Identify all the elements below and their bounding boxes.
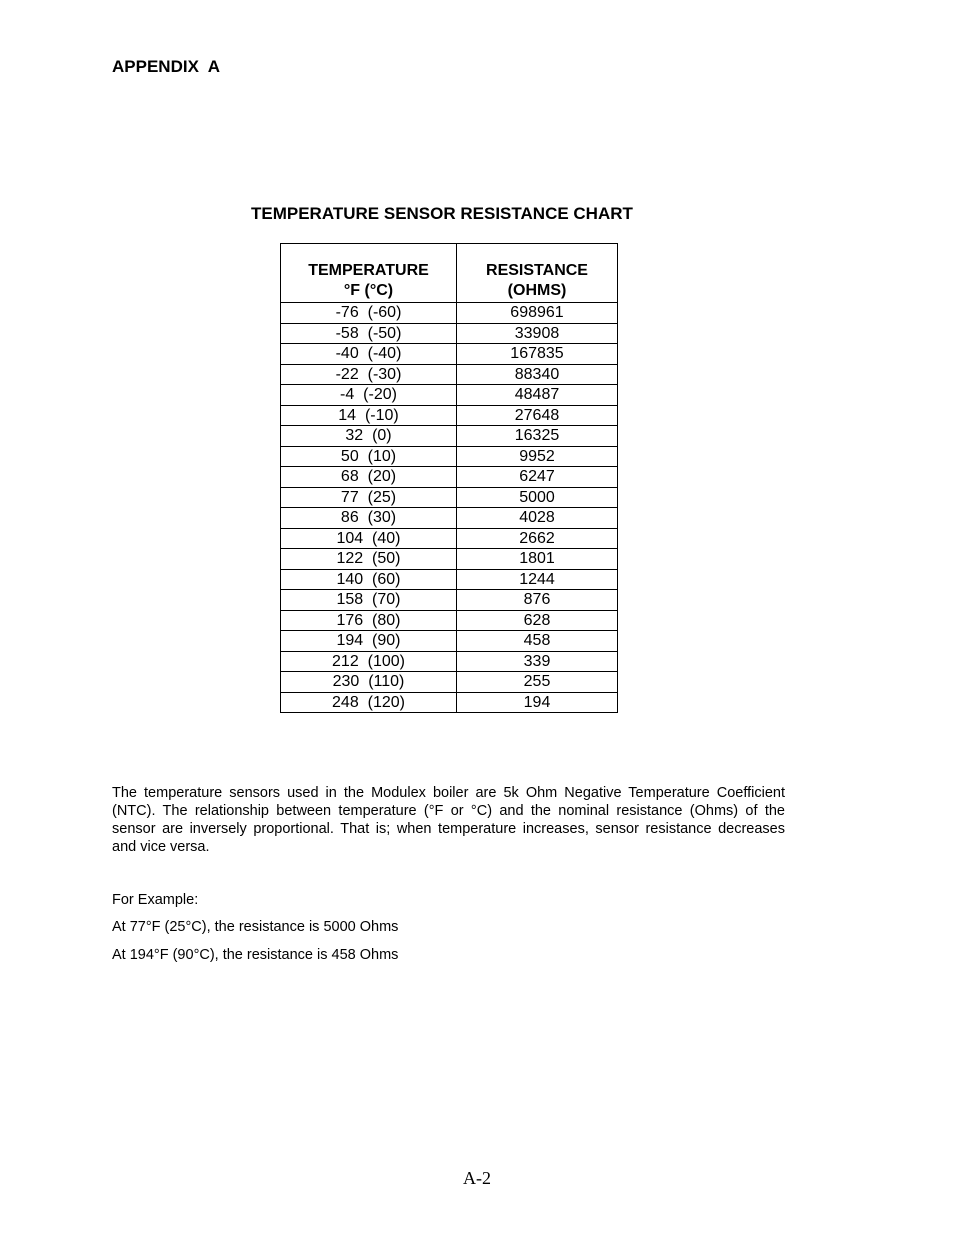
chart-title: TEMPERATURE SENSOR RESISTANCE CHART (251, 204, 633, 223)
example-line-1: At 77°F (25°C), the resistance is 5000 Ohms (112, 919, 399, 935)
table-row (281, 364, 618, 385)
temperature-cell: 77 (25) (281, 487, 457, 508)
table-row (281, 569, 618, 590)
temperature-cell: 212 (100) (281, 651, 457, 672)
temperature-cell: 50 (10) (281, 446, 457, 467)
resistance-cell: 876 (457, 590, 618, 611)
header-resistance-line2: (OHMS) (507, 282, 567, 299)
table-row (281, 508, 618, 529)
table-row (281, 610, 618, 631)
table-row (281, 672, 618, 693)
resistance-cell: 1801 (457, 549, 618, 570)
resistance-cell: 9952 (457, 446, 618, 467)
example-line-2: At 194°F (90°C), the resistance is 458 Ohms (112, 947, 399, 963)
table-row (281, 426, 618, 447)
table-row (281, 651, 618, 672)
resistance-cell: 698961 (457, 303, 618, 324)
appendix-heading: APPENDIX A (112, 57, 221, 76)
temperature-cell: 122 (50) (281, 549, 457, 570)
temperature-cell: 230 (110) (281, 672, 457, 693)
header-temperature-line1: TEMPERATURE (308, 262, 429, 279)
table-row (281, 692, 618, 713)
table-row (281, 590, 618, 611)
temperature-cell: 86 (30) (281, 508, 457, 529)
description-paragraph: The temperature sensors used in the Modulex boiler are 5k Ohm Negative Temperature Coefficient (NTC). The relationship between temperature (°F or °C) and the nominal resistance (Ohms) of the sensor are inversely proportional. That is; when temperature increases, sensor resistance decreases and vice versa. (112, 785, 785, 855)
temperature-cell: -76 (-60) (281, 303, 457, 324)
temperature-cell: 176 (80) (281, 610, 457, 631)
table-row (281, 344, 618, 365)
temperature-cell: 248 (120) (281, 692, 457, 713)
resistance-cell: 167835 (457, 344, 618, 365)
resistance-cell: 194 (457, 692, 618, 713)
resistance-cell: 27648 (457, 405, 618, 426)
temperature-cell: -4 (-20) (281, 385, 457, 406)
table-row (281, 487, 618, 508)
header-resistance (457, 244, 618, 303)
temperature-cell: 14 (-10) (281, 405, 457, 426)
resistance-cell: 2662 (457, 528, 618, 549)
table-row (281, 303, 618, 324)
header-temperature (281, 244, 457, 303)
table-row (281, 385, 618, 406)
resistance-cell: 33908 (457, 323, 618, 344)
temperature-cell: 68 (20) (281, 467, 457, 488)
table-row (281, 528, 618, 549)
resistance-cell: 88340 (457, 364, 618, 385)
temperature-cell: 32 (0) (281, 426, 457, 447)
resistance-cell: 16325 (457, 426, 618, 447)
table-body (281, 303, 618, 713)
table-row (281, 446, 618, 467)
header-temperature-line2: °F (°C) (343, 282, 394, 299)
header-resistance-line1: RESISTANCE (486, 262, 588, 279)
temperature-cell: -22 (-30) (281, 364, 457, 385)
example-heading: For Example: (112, 892, 199, 908)
table-row (281, 467, 618, 488)
resistance-cell: 5000 (457, 487, 618, 508)
table-row (281, 323, 618, 344)
resistance-cell: 6247 (457, 467, 618, 488)
table-row (281, 405, 618, 426)
resistance-cell: 339 (457, 651, 618, 672)
resistance-cell: 255 (457, 672, 618, 693)
page-number: A-2 (463, 1168, 491, 1188)
temperature-cell: -58 (-50) (281, 323, 457, 344)
resistance-cell: 458 (457, 631, 618, 652)
temperature-cell: 194 (90) (281, 631, 457, 652)
resistance-cell: 628 (457, 610, 618, 631)
resistance-cell: 1244 (457, 569, 618, 590)
resistance-cell: 4028 (457, 508, 618, 529)
table-row (281, 549, 618, 570)
resistance-table (280, 243, 618, 713)
table-header-row (281, 244, 618, 303)
temperature-cell: 104 (40) (281, 528, 457, 549)
temperature-cell: 140 (60) (281, 569, 457, 590)
temperature-cell: 158 (70) (281, 590, 457, 611)
table-row (281, 631, 618, 652)
resistance-cell: 48487 (457, 385, 618, 406)
temperature-cell: -40 (-40) (281, 344, 457, 365)
